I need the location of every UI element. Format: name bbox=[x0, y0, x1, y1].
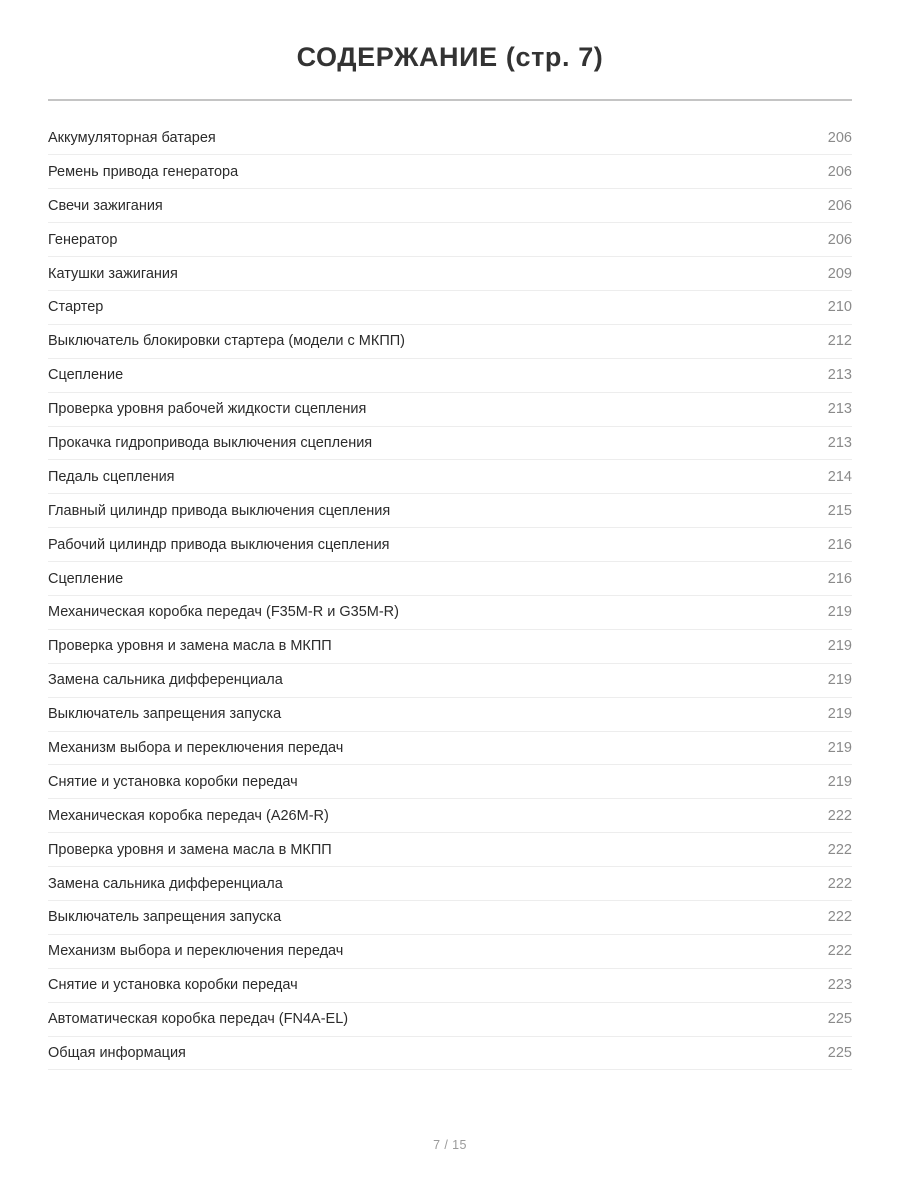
toc-entry-page-number[interactable]: 222 bbox=[792, 934, 852, 968]
toc-entry-row[interactable] bbox=[48, 968, 852, 1002]
toc-entry-page-number[interactable]: 219 bbox=[792, 629, 852, 663]
toc-entry-row[interactable] bbox=[48, 358, 852, 392]
toc-entry-row[interactable] bbox=[48, 121, 852, 155]
toc-entry-row[interactable] bbox=[48, 223, 852, 257]
toc-entry-row[interactable] bbox=[48, 629, 852, 663]
toc-entry-title[interactable]: Педаль сцепления bbox=[48, 460, 792, 494]
toc-entry-title[interactable]: Катушки зажигания bbox=[48, 257, 792, 291]
toc-entry-title[interactable]: Выключатель блокировки стартера (модели с МКПП) bbox=[48, 324, 792, 358]
toc-entry-row[interactable] bbox=[48, 934, 852, 968]
toc-entry-page-number[interactable]: 222 bbox=[792, 799, 852, 833]
toc-entry-row[interactable] bbox=[48, 189, 852, 223]
toc-entry-page-number[interactable]: 213 bbox=[792, 358, 852, 392]
toc-entry-title[interactable]: Рабочий цилиндр привода выключения сцепления bbox=[48, 528, 792, 562]
toc-entry-title[interactable]: Снятие и установка коробки передач bbox=[48, 765, 792, 799]
toc-entry-page-number[interactable]: 223 bbox=[792, 968, 852, 1002]
toc-entry-title[interactable]: Стартер bbox=[48, 290, 792, 324]
toc-entry-title[interactable]: Проверка уровня и замена масла в МКПП bbox=[48, 833, 792, 867]
toc-entry-title[interactable]: Свечи зажигания bbox=[48, 189, 792, 223]
toc-entry-row[interactable] bbox=[48, 392, 852, 426]
toc-entry-title[interactable]: Аккумуляторная батарея bbox=[48, 121, 792, 155]
toc-entry-row[interactable] bbox=[48, 290, 852, 324]
toc-entry-page-number[interactable]: 219 bbox=[792, 595, 852, 629]
toc-body bbox=[48, 121, 852, 1070]
toc-entry-page-number[interactable]: 215 bbox=[792, 494, 852, 528]
toc-entry-page-number[interactable]: 213 bbox=[792, 426, 852, 460]
toc-entry-page-number[interactable]: 206 bbox=[792, 223, 852, 257]
toc-entry-page-number[interactable]: 212 bbox=[792, 324, 852, 358]
toc-entry-row[interactable] bbox=[48, 663, 852, 697]
toc-entry-title[interactable]: Сцепление bbox=[48, 358, 792, 392]
toc-entry-row[interactable] bbox=[48, 1002, 852, 1036]
toc-entry-page-number[interactable]: 219 bbox=[792, 697, 852, 731]
table-of-contents bbox=[48, 121, 852, 1070]
toc-entry-page-number[interactable]: 213 bbox=[792, 392, 852, 426]
toc-entry-row[interactable] bbox=[48, 900, 852, 934]
toc-entry-page-number[interactable]: 216 bbox=[792, 528, 852, 562]
toc-entry-title[interactable]: Проверка уровня рабочей жидкости сцепления bbox=[48, 392, 792, 426]
toc-entry-title[interactable]: Прокачка гидропривода выключения сцепления bbox=[48, 426, 792, 460]
toc-entry-row[interactable] bbox=[48, 1036, 852, 1070]
toc-entry-row[interactable] bbox=[48, 257, 852, 291]
toc-entry-page-number[interactable]: 206 bbox=[792, 189, 852, 223]
toc-entry-row[interactable] bbox=[48, 765, 852, 799]
toc-entry-page-number[interactable]: 219 bbox=[792, 731, 852, 765]
toc-entry-title[interactable]: Выключатель запрещения запуска bbox=[48, 697, 792, 731]
toc-entry-title[interactable]: Общая информация bbox=[48, 1036, 792, 1070]
toc-entry-title[interactable]: Замена сальника дифференциала bbox=[48, 663, 792, 697]
toc-entry-row[interactable] bbox=[48, 731, 852, 765]
toc-entry-title[interactable]: Сцепление bbox=[48, 562, 792, 596]
toc-entry-row[interactable] bbox=[48, 155, 852, 189]
toc-entry-page-number[interactable]: 225 bbox=[792, 1002, 852, 1036]
toc-entry-row[interactable] bbox=[48, 867, 852, 901]
toc-entry-row[interactable] bbox=[48, 494, 852, 528]
toc-entry-page-number[interactable]: 222 bbox=[792, 833, 852, 867]
toc-entry-title[interactable]: Выключатель запрещения запуска bbox=[48, 900, 792, 934]
toc-entry-page-number[interactable]: 222 bbox=[792, 900, 852, 934]
toc-entry-page-number[interactable]: 225 bbox=[792, 1036, 852, 1070]
toc-entry-title[interactable]: Генератор bbox=[48, 223, 792, 257]
toc-entry-row[interactable] bbox=[48, 799, 852, 833]
toc-entry-title[interactable]: Механизм выбора и переключения передач bbox=[48, 934, 792, 968]
page-footer: 7 / 15 bbox=[433, 1138, 467, 1152]
toc-entry-title[interactable]: Главный цилиндр привода выключения сцепления bbox=[48, 494, 792, 528]
toc-entry-page-number[interactable]: 206 bbox=[792, 155, 852, 189]
toc-entry-title[interactable]: Ремень привода генератора bbox=[48, 155, 792, 189]
toc-entry-title[interactable]: Проверка уровня и замена масла в МКПП bbox=[48, 629, 792, 663]
toc-entry-row[interactable] bbox=[48, 697, 852, 731]
toc-entry-page-number[interactable]: 219 bbox=[792, 663, 852, 697]
title-divider bbox=[48, 99, 852, 101]
toc-entry-title[interactable]: Механизм выбора и переключения передач bbox=[48, 731, 792, 765]
toc-entry-row[interactable] bbox=[48, 460, 852, 494]
toc-entry-row[interactable] bbox=[48, 595, 852, 629]
toc-entry-page-number[interactable]: 206 bbox=[792, 121, 852, 155]
toc-entry-title[interactable]: Механическая коробка передач (A26M-R) bbox=[48, 799, 792, 833]
toc-entry-row[interactable] bbox=[48, 324, 852, 358]
toc-entry-page-number[interactable]: 216 bbox=[792, 562, 852, 596]
toc-entry-row[interactable] bbox=[48, 528, 852, 562]
toc-entry-page-number[interactable]: 210 bbox=[792, 290, 852, 324]
toc-entry-title[interactable]: Автоматическая коробка передач (FN4A-EL) bbox=[48, 1002, 792, 1036]
toc-entry-page-number[interactable]: 222 bbox=[792, 867, 852, 901]
toc-entry-title[interactable]: Замена сальника дифференциала bbox=[48, 867, 792, 901]
toc-entry-title[interactable]: Снятие и установка коробки передач bbox=[48, 968, 792, 1002]
toc-entry-row[interactable] bbox=[48, 426, 852, 460]
toc-entry-row[interactable] bbox=[48, 833, 852, 867]
toc-entry-page-number[interactable]: 214 bbox=[792, 460, 852, 494]
toc-entry-page-number[interactable]: 209 bbox=[792, 257, 852, 291]
toc-entry-title[interactable]: Механическая коробка передач (F35M-R и G35M-R) bbox=[48, 595, 792, 629]
page-title: СОДЕРЖАНИЕ (стр. 7) bbox=[296, 42, 604, 72]
toc-entry-row[interactable] bbox=[48, 562, 852, 596]
toc-entry-page-number[interactable]: 219 bbox=[792, 765, 852, 799]
